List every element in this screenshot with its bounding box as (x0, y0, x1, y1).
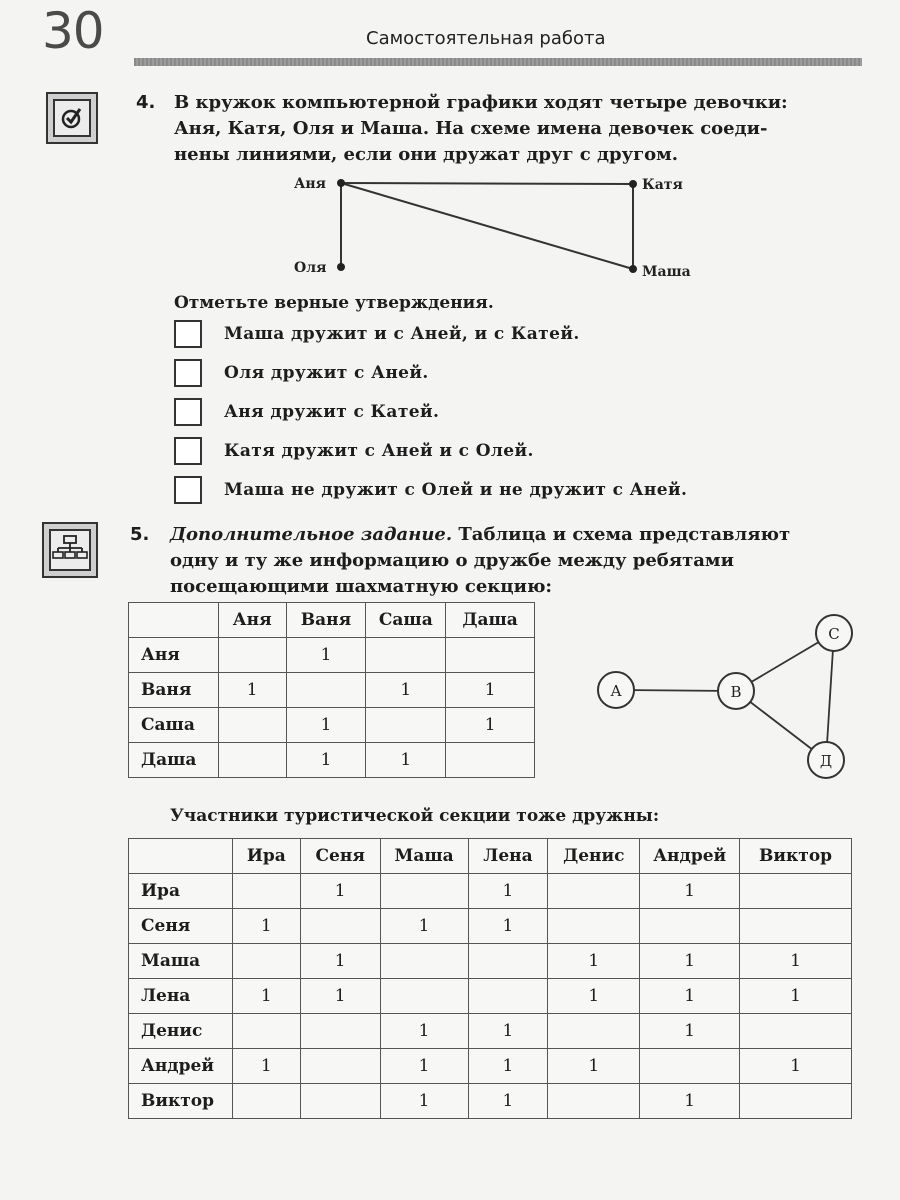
table-cell (218, 743, 286, 778)
table-cell (300, 1084, 380, 1119)
chess-section-table (128, 602, 535, 778)
row-header: Андрей (129, 1049, 233, 1084)
option-4-label: Катя дружит с Аней и с Олей. (224, 441, 534, 461)
table-cell (446, 743, 535, 778)
table-cell: 1 (468, 909, 548, 944)
corner-cell (129, 839, 233, 874)
table-cell: 1 (366, 673, 446, 708)
table-cell (640, 1049, 740, 1084)
table-cell (380, 944, 468, 979)
table-cell (380, 979, 468, 1014)
row-header: Маша (129, 944, 233, 979)
row-header: Аня (129, 638, 219, 673)
option-row-5 (174, 474, 687, 506)
table-row (129, 909, 852, 944)
table-row (129, 1049, 852, 1084)
row-header: Саша (129, 708, 219, 743)
row-header: Денис (129, 1014, 233, 1049)
option-3-label: Аня дружит с Катей. (224, 402, 440, 422)
table-cell (232, 1014, 300, 1049)
table-row (129, 874, 852, 909)
table-cell: 1 (740, 979, 852, 1014)
task-5-italic-lead: Дополнительное задание. (170, 524, 453, 545)
table-cell: 1 (300, 874, 380, 909)
table-cell: 1 (300, 944, 380, 979)
table-cell (740, 1014, 852, 1049)
table-cell: 1 (380, 1084, 468, 1119)
edge-anya-masha (341, 183, 633, 269)
table-cell: 1 (640, 979, 740, 1014)
column-header: Лена (468, 839, 548, 874)
node-katya (629, 180, 637, 188)
corner-cell (129, 603, 219, 638)
option-5-checkbox[interactable] (174, 476, 202, 504)
checkmark-task-icon (46, 92, 98, 144)
table-cell (548, 909, 640, 944)
column-header: Даша (446, 603, 535, 638)
table-cell (366, 638, 446, 673)
hierarchy-task-icon (42, 522, 98, 578)
option-1-checkbox[interactable] (174, 320, 202, 348)
option-2-label: Оля дружит с Аней. (224, 363, 429, 383)
option-5-label: Маша не дружит с Олей и не дружит с Аней. (224, 480, 688, 500)
column-header: Маша (380, 839, 468, 874)
edge-c-d (826, 633, 834, 760)
table-row (129, 743, 535, 778)
column-header: Андрей (640, 839, 740, 874)
table-cell: 1 (380, 1014, 468, 1049)
table-cell (548, 874, 640, 909)
tourism-section-table (128, 838, 852, 1119)
table-cell: 1 (286, 638, 366, 673)
option-row-1 (174, 318, 580, 350)
option-3-checkbox[interactable] (174, 398, 202, 426)
edge-anya-katya (341, 183, 633, 184)
table-cell: 1 (640, 1084, 740, 1119)
row-header: Лена (129, 979, 233, 1014)
node-anya (337, 179, 345, 187)
table-row (129, 638, 535, 673)
label-katya: Катя (642, 177, 683, 193)
table-cell (300, 909, 380, 944)
table-cell (446, 638, 535, 673)
table-cell: 1 (740, 1049, 852, 1084)
label-a: А (610, 682, 622, 700)
column-header: Ваня (286, 603, 366, 638)
row-header: Ира (129, 874, 233, 909)
table-cell: 1 (232, 1049, 300, 1084)
table-cell (548, 1014, 640, 1049)
table-row (129, 1084, 852, 1119)
option-row-4 (174, 435, 534, 467)
table-row (129, 708, 535, 743)
table-row (129, 944, 852, 979)
header-rule (134, 58, 862, 66)
row-header: Ваня (129, 673, 219, 708)
table-cell (232, 874, 300, 909)
table-cell: 1 (380, 1049, 468, 1084)
option-4-checkbox[interactable] (174, 437, 202, 465)
row-header: Даша (129, 743, 219, 778)
label-masha: Маша (642, 264, 691, 280)
option-1-label: Маша дружит и с Аней, и с Катей. (224, 324, 580, 344)
tourism-section-label: Участники туристической секции тоже дружны: (170, 806, 660, 826)
table-cell (218, 708, 286, 743)
column-header: Аня (218, 603, 286, 638)
label-olya: Оля (294, 260, 327, 276)
option-2-checkbox[interactable] (174, 359, 202, 387)
option-row-3 (174, 396, 439, 428)
table-cell: 1 (468, 1014, 548, 1049)
table-cell: 1 (548, 944, 640, 979)
label-c: С (828, 625, 840, 643)
label-b: В (730, 683, 742, 701)
column-header: Сеня (300, 839, 380, 874)
table-cell: 1 (286, 743, 366, 778)
table-cell: 1 (640, 874, 740, 909)
table-cell: 1 (300, 979, 380, 1014)
table-cell: 1 (468, 1049, 548, 1084)
table-cell (740, 909, 852, 944)
row-header: Виктор (129, 1084, 233, 1119)
table-cell: 1 (286, 708, 366, 743)
table-cell (300, 1014, 380, 1049)
table-cell (286, 673, 366, 708)
table-cell: 1 (446, 708, 535, 743)
table-cell (740, 874, 852, 909)
table-cell: 1 (548, 979, 640, 1014)
table-cell: 1 (468, 1084, 548, 1119)
row-header: Сеня (129, 909, 233, 944)
task-4-text: В кружок компьютерной графики ходят четыре девочки: Аня, Катя, Оля и Маша. На схеме имена девочек соеди- нены линиями, если они дружат друг с другом. (174, 92, 788, 165)
table-cell: 1 (232, 979, 300, 1014)
column-header: Виктор (740, 839, 852, 874)
table-cell: 1 (640, 1014, 740, 1049)
table-cell (468, 944, 548, 979)
table-cell: 1 (740, 944, 852, 979)
table-cell (218, 638, 286, 673)
table-cell (640, 909, 740, 944)
label-d: Д (819, 752, 833, 770)
table-cell (740, 1084, 852, 1119)
table-row (129, 673, 535, 708)
friendship-graph-girls (290, 170, 710, 285)
page-number: 30 (42, 2, 104, 60)
table-cell: 1 (640, 944, 740, 979)
table-cell (232, 944, 300, 979)
table-cell (366, 708, 446, 743)
table-cell: 1 (446, 673, 535, 708)
task-5-text-first: Таблица и схема представляют (452, 524, 791, 545)
table-cell: 1 (548, 1049, 640, 1084)
table-cell: 1 (380, 909, 468, 944)
table-row (129, 979, 852, 1014)
node-olya (337, 263, 345, 271)
task-4-prompt: Отметьте верные утверждения. (174, 293, 494, 313)
table-cell (300, 1049, 380, 1084)
table-cell: 1 (232, 909, 300, 944)
task-5-text: Дополнительное задание. Таблица и схема представляют одну и ту же информацию о дружбе между ребятами посещающими шахматную секцию: (170, 524, 791, 597)
friendship-graph-chess (590, 612, 860, 792)
column-header: Денис (548, 839, 640, 874)
task-4-number: 4. (136, 92, 156, 113)
table-cell: 1 (366, 743, 446, 778)
option-row-2 (174, 357, 429, 389)
page-title: Самостоятельная работа (366, 28, 606, 49)
column-header: Ира (232, 839, 300, 874)
table-cell (232, 1084, 300, 1119)
table-cell (548, 1084, 640, 1119)
table-cell (380, 874, 468, 909)
column-header: Саша (366, 603, 446, 638)
table-cell: 1 (468, 874, 548, 909)
task-5-number: 5. (130, 524, 150, 545)
label-anya: Аня (294, 176, 326, 192)
table-row (129, 1014, 852, 1049)
node-masha (629, 265, 637, 273)
table-cell: 1 (218, 673, 286, 708)
table-cell (468, 979, 548, 1014)
